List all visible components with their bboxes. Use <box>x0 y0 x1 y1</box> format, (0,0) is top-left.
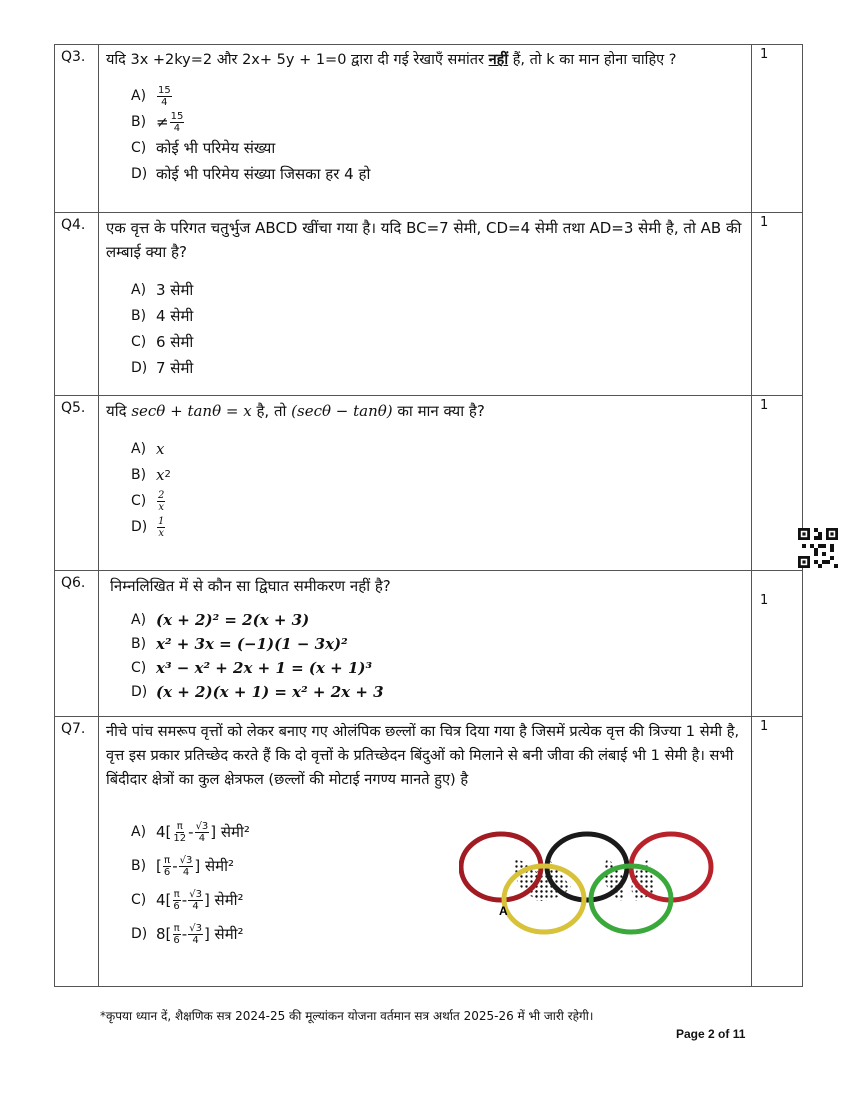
option-b: B) 4 सेमी <box>131 307 194 325</box>
option-a: A) $\frac{15}{4}$ <box>131 84 171 108</box>
fraction: $\frac{\pi}{6}$ <box>173 922 180 946</box>
option-a: A) x <box>131 440 165 458</box>
question-body <box>99 717 752 986</box>
question-row-q5 <box>55 396 802 571</box>
option-c: C) 6 सेमी <box>131 333 194 351</box>
question-table <box>54 44 803 987</box>
question-text: यदि secθ + tanθ = x है, तो (secθ − tanθ) का मान क्या है? <box>106 402 485 420</box>
fraction: $\frac{\pi}{12}$ <box>173 820 187 844</box>
marks-cell: 1 <box>760 47 769 62</box>
option-a: A) 4[ $\frac{\pi}{12}$ - $\frac{√3}{4}$ ] सेमी² <box>131 820 250 844</box>
option-d: D) 8[ $\frac{\pi}{6}$ - $\frac{√3}{4}$ ] सेमी² <box>131 922 244 946</box>
marks-cell: 1 <box>760 593 769 608</box>
question-row-q4 <box>55 213 802 396</box>
fraction: $\frac{2}{x}$ <box>158 489 165 513</box>
point-label-a: A <box>499 904 508 918</box>
math-expression: (secθ − tanθ) <box>291 402 393 420</box>
option-d: D) 7 सेमी <box>131 359 194 377</box>
question-text: निम्नलिखित में से कौन सा द्विघात समीकरण नहीं है? <box>110 577 391 595</box>
option-d: D) $\frac{1}{x}$ <box>131 515 165 539</box>
option-b: B) [ $\frac{\pi}{6}$ - $\frac{√3}{4}$ ] सेमी² <box>131 854 235 878</box>
question-number: Q3. <box>55 45 99 212</box>
option-a: A) 3 सेमी <box>131 281 194 299</box>
question-body <box>99 213 752 395</box>
question-number: Q5. <box>55 396 99 570</box>
option-c: C) x³ − x² + 2x + 1 = (x + 1)³ <box>131 659 373 677</box>
fraction: $\frac{1}{x}$ <box>158 515 165 539</box>
marks-cell: 1 <box>760 215 769 230</box>
question-text: नीचे पांच समरूप वृत्तों को लेकर बनाए गए ओलंपिक छल्लों का चित्र दिया गया है जिसमें प्रत्येक वृत्त की त्रिज्या 1 सेमी है, वृत्त इस प्रकार प्रतिच्छेद करते हैं कि दो वृत्तों के प्रतिच्छेदन बिंदुओं को मिलाने से बनी जीवा की लंबाई भी 1 सेमी है। सभी बिंदीदार क्षेत्रों का कुल क्षेत्रफल (छल्लों की मोटाई नगण्य मानते हुए) है <box>106 723 740 788</box>
option-a: A) (x + 2)² = 2(x + 3) <box>131 611 310 629</box>
fraction: $\frac{15}{4}$ <box>170 110 184 134</box>
marks-cell: 1 <box>760 719 769 734</box>
emphasis-text: नहीं <box>488 52 509 68</box>
question-row-q6 <box>55 571 802 717</box>
option-d: D) कोई भी परिमेय संख्या जिसका हर 4 हो <box>131 165 371 183</box>
fraction: $\frac{√3}{4}$ <box>189 888 202 912</box>
question-number: Q7. <box>55 717 99 986</box>
options-list <box>106 278 743 380</box>
question-body <box>99 396 752 570</box>
marks-cell: 1 <box>760 398 769 413</box>
option-b: B) x² + 3x = (−1)(1 − 3x)² <box>131 635 348 653</box>
question-number: Q4. <box>55 213 99 395</box>
footer-note: *कृपया ध्यान दें, शैक्षणिक सत्र 2024-25 की मूल्यांकन योजना वर्तमान सत्र अर्थात 2025-26 में भी जारी रहेगी। <box>100 1009 594 1023</box>
option-c: C) $\frac{2}{x}$ <box>131 489 165 513</box>
fraction: $\frac{15}{4}$ <box>158 84 171 108</box>
question-body <box>99 45 752 212</box>
question-row-q3 <box>55 45 802 213</box>
question-text: यदि 3x +2ky=2 और 2x+ 5y + 1=0 द्वारा दी गई रेखाएँ समांतर नहीं हैं, तो k का मान होना चाहिए ? <box>106 52 677 68</box>
options-list <box>106 84 743 186</box>
question-row-q7 <box>55 717 802 986</box>
question-text: एक वृत्त के परिगत चतुर्भुज ABCD खींचा गया है। यदि BC=7 सेमी, CD=4 सेमी तथा AD=3 सेमी है, तो AB की लम्बाई क्या है? <box>106 219 742 261</box>
option-c: C) कोई भी परिमेय संख्या <box>131 139 276 157</box>
option-d: D) (x + 2)(x + 1) = x² + 2x + 3 <box>131 683 384 701</box>
fraction: $\frac{\pi}{6}$ <box>163 854 171 878</box>
olympic-rings-figure <box>459 829 719 941</box>
math-expression: secθ + tanθ = x <box>131 402 252 420</box>
question-body <box>99 571 752 716</box>
options-list <box>106 437 743 539</box>
fraction: $\frac{\pi}{6}$ <box>173 888 180 912</box>
question-number: Q6. <box>55 571 99 716</box>
page-number: Page 2 of 11 <box>676 1027 746 1041</box>
option-b: B) x 2 <box>131 466 171 484</box>
option-c: C) 4[ $\frac{\pi}{6}$ - $\frac{√3}{4}$ ] सेमी² <box>131 888 244 912</box>
option-b: B) ≠ $\frac{15}{4}$ <box>131 110 184 134</box>
qr-code-icon <box>798 528 838 568</box>
fraction: $\frac{√3}{4}$ <box>189 922 202 946</box>
fraction: $\frac{√3}{4}$ <box>195 820 209 844</box>
options-list <box>106 608 743 704</box>
fraction: $\frac{√3}{4}$ <box>179 854 193 878</box>
